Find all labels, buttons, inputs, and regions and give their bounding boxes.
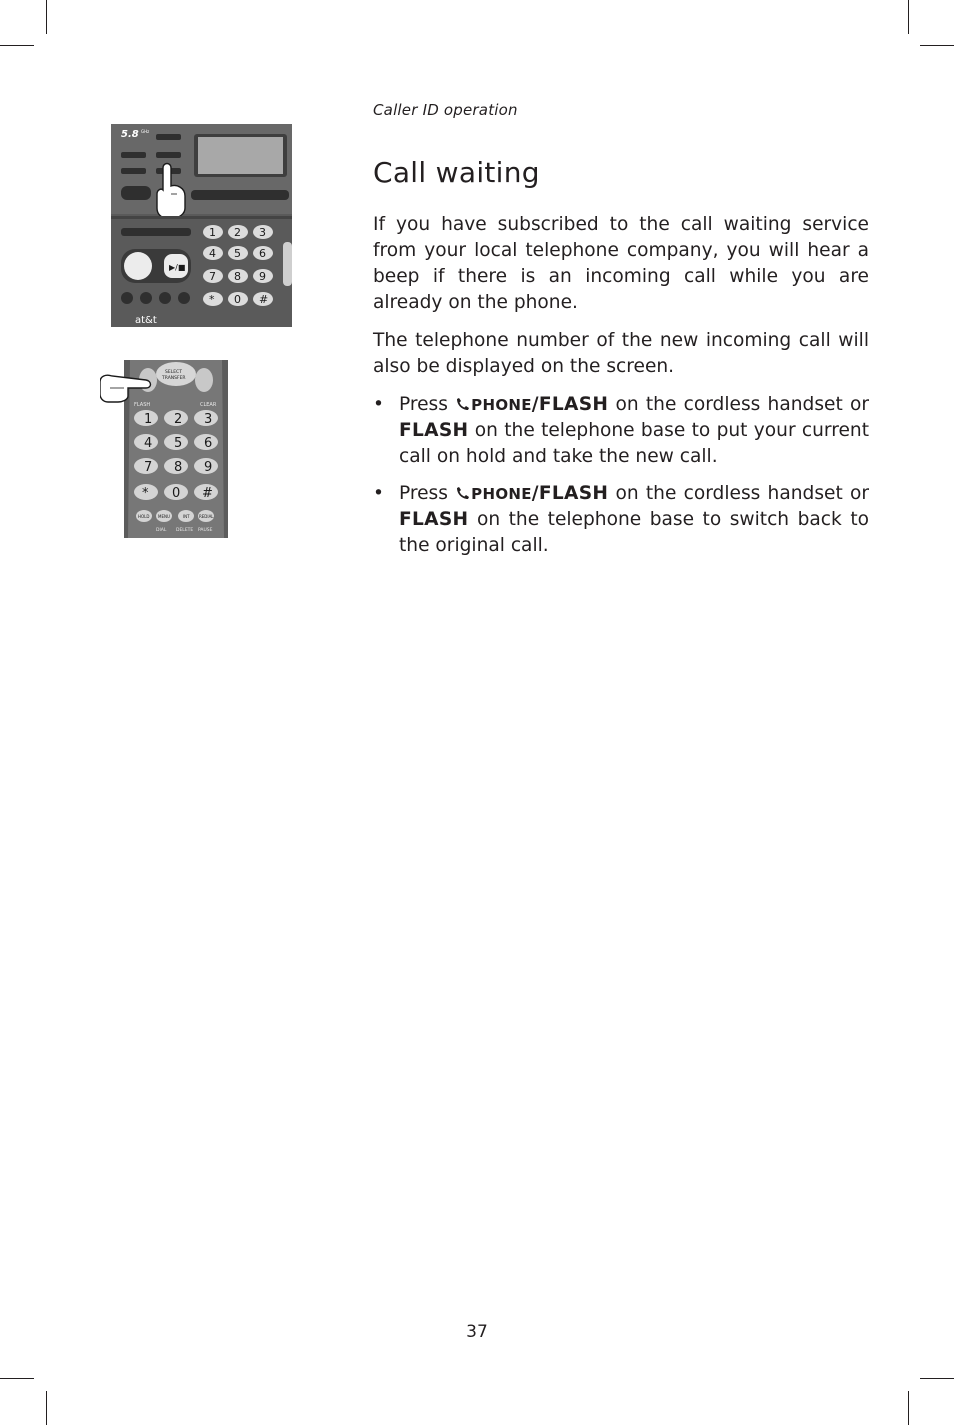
keypad-digit: 4 — [209, 247, 216, 260]
svg-text:MENU: MENU — [158, 514, 170, 519]
svg-text:PAUSE: PAUSE — [198, 528, 213, 533]
telephone-base-illustration — [111, 124, 292, 327]
keypad-digit: 0 — [172, 486, 181, 501]
instruction-item: • Press PHONE/FLASH on the cordless handset or FLASH on the telephone base to put your current call on hold and take the new call. — [373, 392, 869, 470]
band-label: 5.8 — [121, 129, 139, 140]
keypad-digit: 9 — [259, 270, 266, 283]
svg-text:▶/■: ▶/■ — [169, 263, 186, 272]
phone-handset-icon — [455, 483, 471, 499]
keypad-digit: 9 — [204, 460, 213, 475]
crop-mark — [0, 45, 34, 46]
flash-key-label: FLASH — [399, 509, 469, 530]
keypad-digit: # — [202, 486, 213, 501]
paragraph: If you have subscribed to the call waiting service from your local telephone company, you will hear a beep if there is an incoming call while you are already on the phone. — [373, 214, 869, 313]
keypad-digit: 7 — [209, 270, 216, 283]
svg-text:CLEAR: CLEAR — [200, 402, 217, 408]
running-head: Caller ID operation — [373, 101, 518, 119]
keypad-digit: 8 — [234, 270, 241, 283]
keypad-digit: # — [259, 293, 269, 306]
band-unit: GHz — [141, 129, 150, 134]
crop-mark — [46, 1391, 47, 1425]
svg-text:HOLD: HOLD — [138, 514, 150, 519]
keypad-digit: 6 — [259, 247, 266, 260]
phone-handset-icon — [455, 394, 471, 410]
keypad-digit: 2 — [174, 412, 183, 427]
svg-text:SELECT: SELECT — [165, 370, 182, 375]
keypad-digit: 3 — [259, 226, 266, 239]
svg-text:REDIAL: REDIAL — [199, 514, 214, 519]
cordless-handset-illustration — [100, 360, 230, 538]
svg-text:FLASH: FLASH — [134, 402, 151, 408]
keypad-digit: 1 — [144, 412, 153, 427]
keypad-digit: 4 — [144, 436, 153, 451]
crop-mark — [46, 0, 47, 34]
crop-mark — [908, 1391, 909, 1425]
keypad-digit: 6 — [204, 436, 213, 451]
flash-key-label: /FLASH — [531, 394, 609, 415]
phone-key-label: PHONE — [471, 396, 532, 414]
keypad-digit: 5 — [174, 436, 183, 451]
keypad-digit: 1 — [209, 226, 216, 239]
keypad-digit: 0 — [234, 293, 241, 306]
keypad-digit: 5 — [234, 247, 241, 260]
brand-logo: at&t — [135, 315, 157, 326]
svg-text:DIAL: DIAL — [156, 528, 167, 533]
keypad-digit: 7 — [144, 460, 153, 475]
keypad-digit: * — [142, 486, 149, 501]
flash-key-label: /FLASH — [531, 483, 609, 504]
section-body — [373, 212, 869, 570]
instruction-item: • Press PHONE/FLASH on the cordless handset or FLASH on the telephone base to switch back to the original call. — [373, 481, 869, 559]
crop-mark — [920, 1378, 954, 1379]
keypad-digit: 8 — [174, 460, 183, 475]
crop-mark — [908, 0, 909, 34]
section-title: Call waiting — [373, 156, 540, 189]
keypad-digit: * — [209, 293, 215, 306]
svg-text:INT: INT — [183, 514, 190, 519]
page-number: 37 — [466, 1322, 488, 1342]
keypad-digit: 3 — [204, 412, 213, 427]
phone-key-label: PHONE — [471, 485, 532, 503]
instruction-list — [373, 392, 869, 559]
crop-mark — [920, 45, 954, 46]
crop-mark — [0, 1378, 34, 1379]
keypad-digit: 2 — [234, 226, 241, 239]
paragraph: The telephone number of the new incoming call will also be displayed on the screen. — [373, 330, 869, 377]
svg-text:DELETE: DELETE — [176, 528, 194, 533]
flash-key-label: FLASH — [399, 420, 469, 441]
svg-text:TRANSFER: TRANSFER — [162, 376, 186, 381]
